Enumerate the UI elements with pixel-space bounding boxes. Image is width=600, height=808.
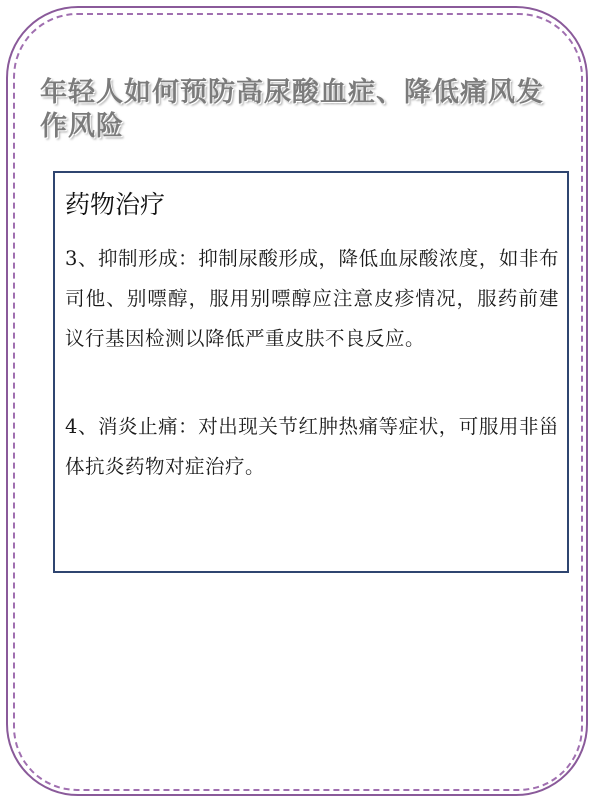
- content-card: [53, 171, 569, 573]
- paragraph-anti-inflammatory: 4、消炎止痛：对出现关节红肿热痛等症状，可服用非甾体抗炎药物对症治疗。: [65, 415, 559, 478]
- paragraph-inhibit-formation: 3、抑制形成：抑制尿酸形成，降低血尿酸浓度，如非布司他、别嘌醇，服用别嘌醇应注意皮疹情况，服药前建议行基因检测以降低严重皮肤不良反应。: [65, 247, 559, 350]
- card-heading: 药物治疗: [65, 190, 166, 219]
- page-title: 年轻人如何预防高尿酸血症、降低痛风发作风险: [40, 77, 544, 142]
